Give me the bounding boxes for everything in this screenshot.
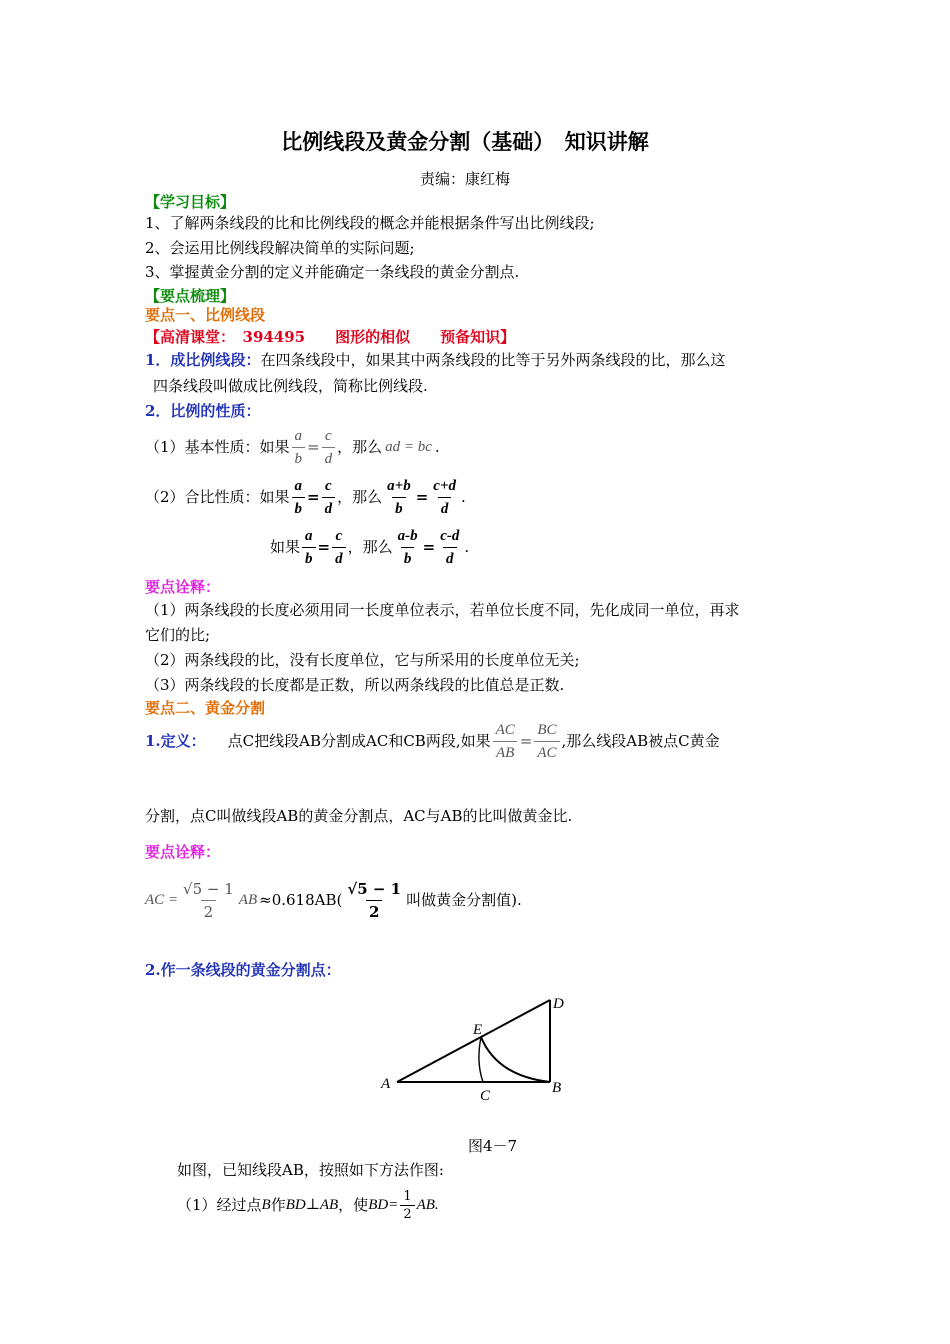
note-item: （1）两条线段的长度必须用同一长度单位表示，若单位长度不同，先化成同一单位，再求: [145, 601, 740, 619]
proportion-properties-label: 2．比例的性质：: [145, 402, 261, 420]
arc-e-b: [481, 1037, 550, 1082]
basic-property: （1）基本性质：如果 $\frac{a}{b}$ = $\frac{c}{d}$ ，那么 ad = bc .: [145, 424, 440, 470]
golden-section-definition: 1.定义： 点C把线段AB分割成AC和CB两段,如果 $\frac{AC}{AB}$ = $\frac{BC}{AC}$ ,那么线段AB被点C黄金: [145, 713, 720, 769]
definition-text-cont: 四条线段叫做成比例线段，简称比例线段.: [153, 377, 428, 395]
key-points-heading: 【要点梳理】: [145, 287, 236, 305]
proportional-segment-definition: [145, 350, 725, 370]
definition-label: 1．成比例线段：: [145, 351, 261, 369]
point1-heading: 要点一、比例线段: [145, 306, 266, 324]
point-label-c: C: [480, 1088, 491, 1104]
fraction-bc-ac: $\frac{BC}{AC}$: [534, 719, 559, 764]
construction-step-1: （1）经过点 B 作 BD⊥AB ，使 BD= $\frac{1}{2}$ AB.: [177, 1188, 439, 1222]
point2-heading: 要点二、黄金分割: [145, 699, 266, 717]
golden-ratio-formula: AC = $\frac{√5 - 1}{2}$ AB ≈0.618AB( $\frac{√5 - 1}{2}$ 叫做黄金分割值).: [145, 879, 522, 921]
fraction-one-half: $\frac{1}{2}$: [400, 1188, 414, 1223]
fraction-c-d: $\frac{c}{d}$: [322, 425, 336, 470]
objectives-heading: 【学习目标】: [145, 193, 236, 211]
point-label-b: B: [552, 1080, 562, 1096]
fraction-ac-ab: $\frac{AC}{AB}$: [493, 719, 518, 764]
definition-text: 在四条线段中，如果其中两条线段的比等于另外两条线段的比，那么这: [260, 351, 726, 369]
definition-label: 1.定义：: [145, 732, 206, 750]
hd-class-link[interactable]: 【高清课堂： 394495 图形的相似 预备知识】: [145, 328, 516, 346]
combine-property-diff: 如果 $\frac{a}{b}$ = $\frac{c}{d}$ ，那么 $\frac{a-b}{b}$ = $\frac{c-d}{d}$ .: [270, 524, 469, 570]
arc-e-c: [479, 1037, 483, 1082]
page-title: 比例线段及黄金分割（基础） 知识讲解: [281, 129, 649, 154]
segment-ad: [397, 1000, 550, 1082]
notes-label: 要点诠释：: [145, 843, 221, 861]
construction-heading: 2.作一条线段的黄金分割点：: [145, 961, 341, 979]
point-label-e: E: [473, 1022, 483, 1038]
golden-section-figure: [375, 990, 575, 1105]
definition-text-cont: 分割，点C叫做线段AB的黄金分割点，AC与AB的比叫做黄金比.: [145, 807, 573, 825]
fraction-a-b: $\frac{a}{b}$: [292, 425, 306, 470]
figure-caption: 图4－7: [468, 1137, 518, 1155]
note-item: （2）两条线段的比，没有长度单位，它与所采用的长度单位无关;: [145, 651, 580, 669]
note-item: 它们的比;: [145, 626, 211, 644]
combine-property-sum: （2）合比性质：如果 $\frac{a}{b}$ = $\frac{c}{d}$ ，那么 $\frac{a+b}{b}$ = $\frac{c+d}{d}$ .: [145, 474, 466, 520]
point-label-a: A: [381, 1076, 391, 1092]
basic-result: ad = bc: [385, 439, 432, 455]
construction-instruction: 如图，已知线段AB，按照如下方法作图:: [177, 1161, 444, 1179]
note-item: （3）两条线段的长度都是正数，所以两条线段的比值总是正数.: [145, 676, 565, 694]
objective-item: 3、掌握黄金分割的定义并能确定一条线段的黄金分割点.: [145, 263, 520, 281]
objective-item: 1、了解两条线段的比和比例线段的概念并能根据条件写出比例线段;: [145, 214, 595, 232]
notes-label: 要点诠释：: [145, 578, 221, 596]
point-label-d: D: [553, 996, 564, 1012]
editor-line: 责编：康红梅: [419, 170, 510, 188]
objective-item: 2、会运用比例线段解决简单的实际问题;: [145, 239, 415, 257]
